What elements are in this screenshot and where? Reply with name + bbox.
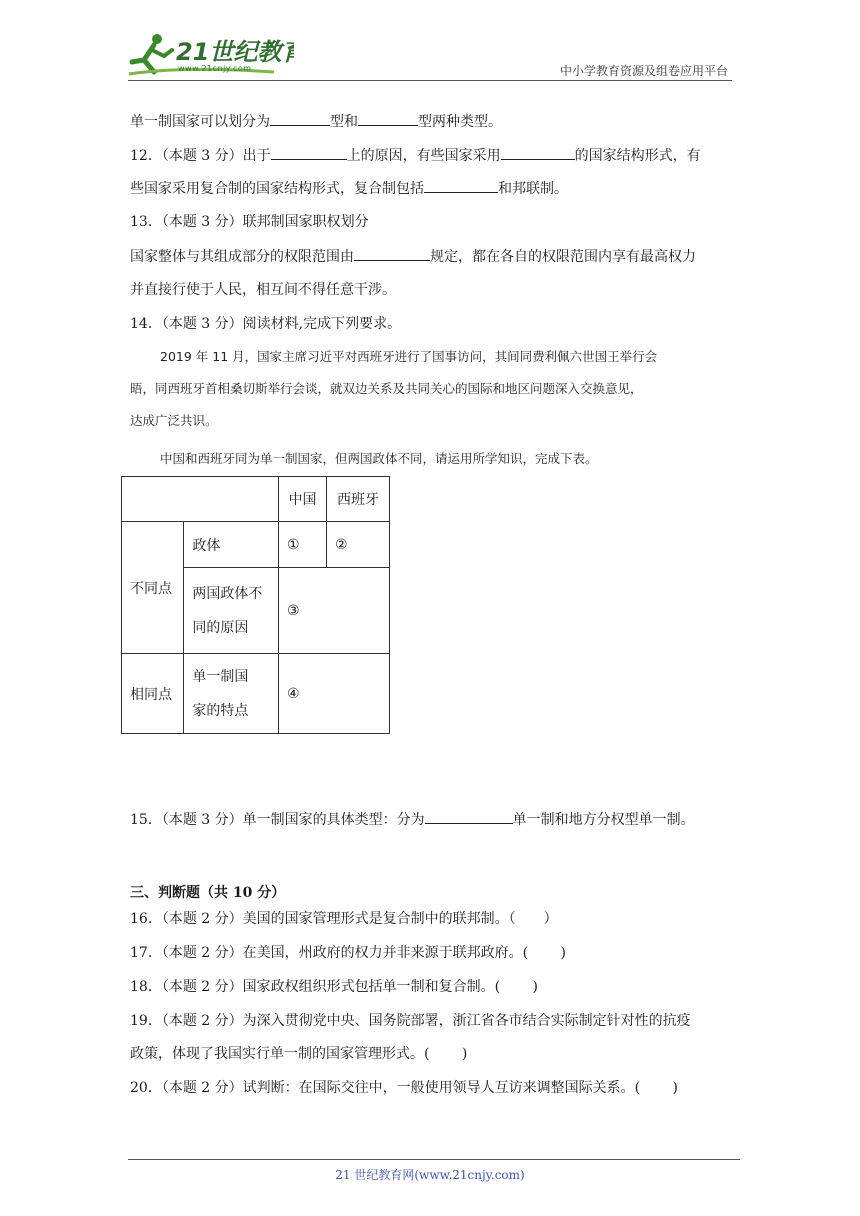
question-13-line-1: 国家整体与其组成部分的权限范围由 规定，都在各自的权限范围内享有最高权力	[130, 246, 696, 267]
material-line-3: 达成广泛共识。	[130, 413, 218, 428]
same-label: 相同点	[122, 654, 184, 734]
footer-divider	[128, 1159, 740, 1160]
table-corner-cell	[122, 477, 279, 522]
answer-blank[interactable]	[424, 178, 498, 193]
question-20: 20．（本题 2 分）试判断：在国际交往中，一般使用领导人互访来调整国际关系。( )	[130, 1080, 678, 1096]
answer-blank[interactable]	[271, 145, 347, 160]
question-18: 18．（本题 2 分）国家政权组织形式包括单一制和复合制。( )	[130, 979, 538, 995]
question-19-line-1: 19．（本题 2 分）为深入贯彻党中央、国务院部署，浙江省各市结合实际制定针对性的抗疫	[130, 1013, 691, 1029]
reason-label: 两国政体不 同的原因	[184, 568, 279, 654]
question-17: 17．（本题 2 分）在美国，州政府的权力并非来源于联邦政府。( )	[130, 945, 566, 961]
question-11-line: 单一制国家可以划分为 型和 型两种类型。	[130, 111, 502, 132]
footer-text: 21 世纪教育网(www.21cnjy.com)	[335, 1168, 525, 1182]
question-12-line-2: 些国家采用复合制的国家结构形式，复合制包括 和邦联制。	[130, 178, 568, 199]
answer-blank[interactable]	[425, 809, 513, 824]
diff-label: 不同点	[122, 522, 184, 654]
question-13-title: 13．（本题 3 分）联邦制国家职权划分	[130, 214, 369, 230]
answer-cell-3[interactable]: ③	[279, 568, 390, 654]
question-12-line-1: 12．（本题 3 分）出于 上的原因，有些国家采用 的国家结构形式，有	[130, 145, 701, 166]
answer-blank[interactable]	[501, 145, 575, 160]
answer-cell-1[interactable]: ①	[279, 522, 327, 568]
question-13-line-2: 并直接行使于人民，相互间不得任意干涉。	[130, 282, 396, 298]
header-divider	[128, 80, 732, 81]
answer-blank[interactable]	[270, 111, 330, 126]
material-instruction: 中国和西班牙同为单一制国家，但两国政体不同，请运用所学知识，完成下表。	[160, 451, 598, 466]
comparison-table	[121, 476, 390, 734]
question-15-line: 15．（本题 3 分）单一制国家的具体类型：分为 单一制和地方分权型单一制。	[130, 809, 695, 830]
logo-url: www.21cnjy.com	[178, 64, 252, 73]
platform-name: 中小学教育资源及组卷应用平台	[559, 64, 728, 78]
section-3-title: 三、判断题（共 10 分）	[130, 885, 286, 901]
regime-label: 政体	[184, 522, 279, 568]
answer-blank[interactable]	[354, 246, 430, 261]
answer-cell-4[interactable]: ④	[279, 654, 390, 734]
header-spain: 西班牙	[327, 477, 390, 522]
material-line-1: 2019 年 11 月，国家主席习近平对西班牙进行了国事访问，其间同费利佩六世国王举行会	[160, 349, 658, 364]
question-19-line-2: 政策，体现了我国实行单一制的国家管理形式。( )	[130, 1046, 468, 1062]
feature-label: 单一制国 家的特点	[184, 654, 279, 734]
question-16: 16．（本题 2 分）美国的国家管理形式是复合制中的联邦制。（ ）	[130, 911, 558, 927]
material-line-2: 晤，同西班牙首相桑切斯举行会谈，就双边关系及共同关心的国际和地区问题深入交换意见，	[130, 381, 643, 396]
header-china: 中国	[279, 477, 327, 522]
question-14-title: 14．（本题 3 分）阅读材料,完成下列要求。	[130, 316, 402, 332]
answer-cell-2[interactable]: ②	[327, 522, 390, 568]
answer-blank[interactable]	[358, 111, 418, 126]
logo-text: 21世纪教育	[176, 38, 294, 66]
